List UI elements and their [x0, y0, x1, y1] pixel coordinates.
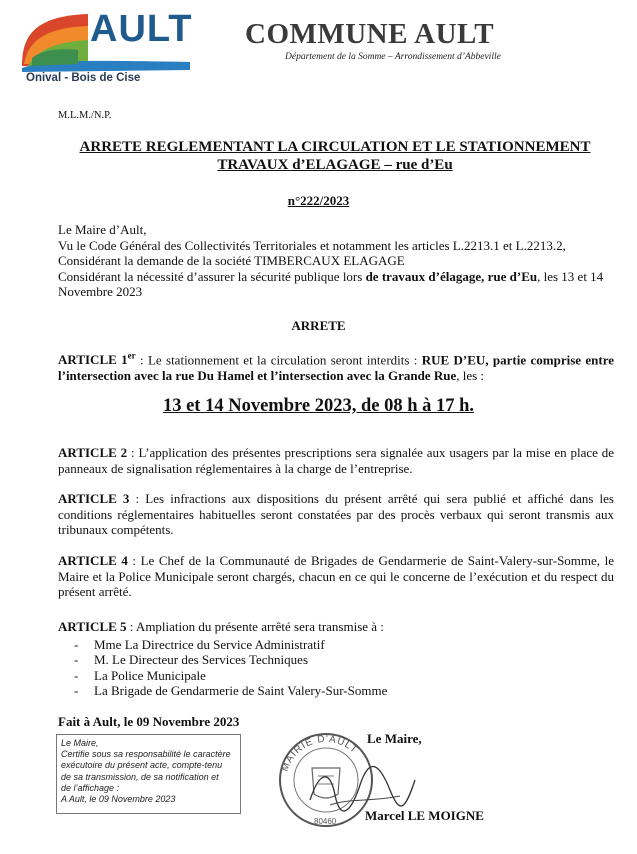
intro-line: [58, 269, 614, 300]
certification-line: exécutoire du présent acte, compte-tenu: [61, 760, 223, 771]
arrete-title-line1: ARRETE REGLEMENTANT LA CIRCULATION ET LE STATIONNEMENT: [79, 139, 591, 155]
arrete-title-line2: TRAVAUX d’ELAGAGE – rue d’Eu: [217, 157, 453, 173]
commune-title: COMMUNE AULT: [245, 18, 495, 50]
logo-title: AULT: [90, 8, 193, 50]
list-item: - M. Le Directeur des Services Techniques: [58, 652, 614, 668]
article-label: ARTICLE 2: [58, 445, 128, 460]
intro-bold-text: de travaux d’élagage, rue d’Eu: [365, 268, 538, 284]
certification-line: Le Maire,: [61, 738, 99, 748]
article-text: : Les infractions aux dispositions du présent arrêté qui sera publié et affiché dans les conditions réglementaires habituelles seront constatées par des procès verbaux qui seront transmis aux tribunaux compétents.: [58, 491, 614, 537]
commune-logo: [18, 8, 193, 90]
list-item: - La Brigade de Gendarmerie de Saint Valery-Sur-Somme: [58, 683, 614, 699]
article-label: ARTICLE 1er: [58, 351, 136, 368]
date-range: 13 et 14 Novembre 2023, de 08 h à 17 h.: [162, 396, 475, 416]
intro-text: , les 13 et 14 Novembre 2023: [58, 268, 604, 299]
article-1: [58, 349, 614, 383]
list-item: - La Police Municipale: [58, 668, 614, 684]
signing-place-date: Fait à Ault, le 09 Novembre 2023: [58, 714, 240, 729]
signature-title: Le Maire,: [367, 731, 422, 746]
article-5: [58, 619, 614, 699]
arrete-number: n°222/2023: [287, 193, 350, 208]
article-3: [58, 491, 614, 538]
article-bold-text: RUE D’EU, partie comprise entre l’intersection avec la rue Du Hamel et l’intersection avec la Grande Rue: [58, 352, 615, 383]
article-text: : Le Chef de la Communauté de Brigades de Gendarmerie de Saint-Valery-sur-Somme, le Maire et la Police Municipale seront chargés, chacun en ce qui le concerne de l’exécution et du respect du présent arrêté.: [58, 553, 615, 599]
article-text: : Ampliation du présente arrêté sera transmise à :: [126, 619, 384, 634]
reference-code: M.L.M./N.P.: [58, 110, 112, 121]
certification-line: Certifie sous sa responsabilité le caractère: [61, 749, 231, 760]
recipient-list: [58, 637, 614, 699]
article-label: ARTICLE 5: [58, 619, 127, 634]
article-4: [58, 553, 614, 600]
article-text: : L’application des présentes prescriptions sera signalée aux usagers par la mise en place de panneaux de signalisation réglementaires à la charge de l’entreprise.: [58, 445, 614, 476]
intro-block: [58, 222, 614, 300]
article-text: : Le stationnement et la circulation seront interdits :: [135, 352, 422, 368]
article-text: , les :: [456, 367, 485, 383]
intro-line: Le Maire d’Ault,: [58, 222, 147, 237]
intro-line: Considérant la demande de la société TIMBERCAUX ELAGAGE: [58, 253, 405, 268]
certification-line: A Ault, le 09 Novembre 2023: [61, 794, 176, 805]
list-item: - Mme La Directrice du Service Administratif: [58, 637, 614, 653]
logo-subtitle: Onival - Bois de Cise: [26, 72, 141, 84]
certification-box: [56, 734, 241, 814]
intro-text: Considérant la nécessité d’assurer la sécurité publique lors: [58, 268, 366, 284]
arrete-heading: ARRETE: [291, 318, 346, 333]
svg-text:MAIRIE D'AULT: MAIRIE D'AULT: [279, 733, 360, 774]
article-label: ARTICLE 4: [58, 553, 128, 568]
department-line: Département de la Somme – Arrondissement d’Abbeville: [285, 52, 501, 62]
certification-line: de l’affichage :: [61, 782, 120, 793]
svg-text:80460: 80460: [314, 817, 337, 826]
signer-name: Marcel LE MOIGNE: [365, 808, 484, 823]
intro-line: Vu le Code Général des Collectivités Territoriales et notamment les articles L.2213.1 et L.2213.2,: [58, 237, 566, 253]
article-label: ARTICLE 3: [58, 491, 130, 506]
article-2: [58, 445, 614, 476]
certification-line: de sa transmission, de sa notification et: [61, 771, 219, 782]
